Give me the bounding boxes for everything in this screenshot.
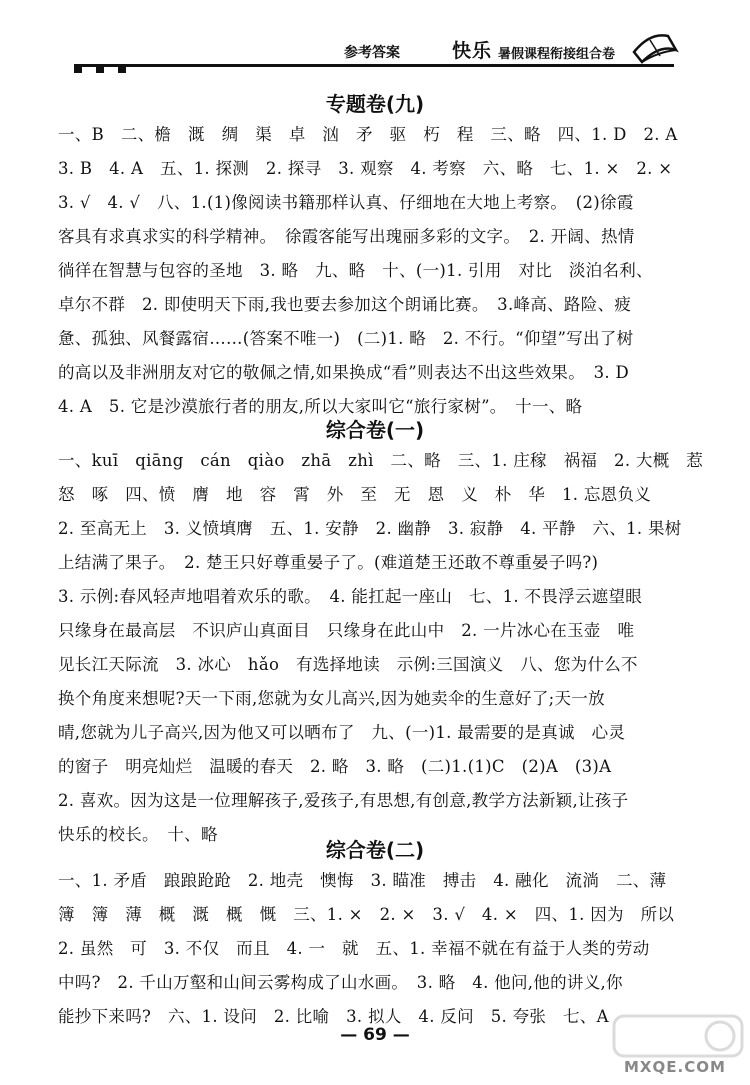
answer-line: 3. B 4. A 五、1. 探测 2. 探寻 3. 观察 4. 考察 六、略 七、1. × 2. ×: [58, 159, 673, 178]
answer-line: 徜徉在智慧与包容的圣地 3. 略 九、略 十、(一)1. 引用 对比 淡泊名利、: [58, 261, 653, 280]
answer-line: 中吗? 2. 千山万壑和山间云雾构成了山水画。 3. 略 4. 他问,他的讲义,你: [58, 973, 623, 992]
answer-line: 只缘身在最高层 不识庐山真面目 只缘身在此山中 2. 一片冰心在玉壶 唯: [58, 621, 635, 640]
answer-line: 2. 至高无上 3. 义愤填膺 五、1. 安静 2. 幽静 3. 寂静 4. 平静 六、1. 果树: [58, 519, 682, 538]
header-rule: [74, 64, 674, 67]
answer-line: 一、kuī qiāng cán qiào zhā zhì 二、略 三、1. 庄稼 祸福 2. 大概 惹: [58, 451, 704, 470]
answer-line: 3. √ 4. √ 八、1.(1)像阅读书籍那样认真、仔细地在大地上考察。 (2)徐霞: [58, 193, 634, 212]
answer-line: 晴,您就为儿子高兴,因为他又可以晒布了 九、(一)1. 最需要的是真诚 心灵: [58, 723, 626, 742]
page-header: [0, 0, 750, 82]
answer-block: [58, 118, 698, 424]
answer-line: 惫、孤独、风餐露宿……(答案不唯一) (二)1. 略 2. 不行。“仰望”写出了树: [58, 329, 634, 348]
header-label: 参考答案: [344, 45, 400, 61]
answer-line: 3. 示例:春风轻声地唱着欢乐的歌。 4. 能扛起一座山 七、1. 不畏浮云遮望眼: [58, 587, 643, 606]
header-series-title: 暑假课程衔接组合卷: [498, 47, 616, 62]
book-icon: [630, 22, 680, 72]
answer-block: [58, 864, 698, 1034]
answer-line: 2. 虽然 可 3. 不仅 而且 4. 一 就 五、1. 幸福不就在有益于人类的劳动: [58, 939, 650, 958]
answer-line: 一、1. 矛盾 踉踉跄跄 2. 地壳 懊悔 3. 瞄准 搏击 4. 融化 流淌 二、薄: [58, 871, 667, 890]
header-dots: [74, 58, 140, 77]
watermark-url: MXQE.COM: [624, 1058, 726, 1076]
answer-line: 快乐的校长。 十、略: [58, 825, 218, 844]
section-title: 专题卷(九): [325, 92, 425, 116]
answer-line: 卓尔不群 2. 即使明天下雨,我也要去参加这个朗诵比赛。 3.峰高、路险、疲: [58, 295, 632, 314]
answer-line: 能抄下来吗? 六、1. 设问 2. 比喻 3. 拟人 4. 反问 5. 夸张 七、A: [58, 1007, 609, 1026]
answer-line: 簿 簿 薄 概 溉 概 慨 三、1. × 2. × 3. √ 4. × 四、1. 因为 所以: [58, 905, 675, 924]
answer-line: 4. A 5. 它是沙漠旅行者的朋友,所以大家叫它“旅行家树”。 十一、略: [58, 397, 583, 416]
section-title: 综合卷(二): [325, 838, 425, 862]
answer-line: 一、B 二、檐 溉 绸 渠 卓 汹 矛 驱 朽 程 三、略 四、1. D 2. A: [58, 125, 678, 144]
answer-line: 2. 喜欢。因为这是一位理解孩子,爱孩子,有思想,有创意,教学方法新颖,让孩子: [58, 791, 629, 810]
section-title: 综合卷(一): [325, 418, 425, 442]
answer-line: 客具有求真求实的科学精神。 徐霞客能写出瑰丽多彩的文字。 2. 开阔、热情: [58, 227, 635, 246]
answer-line: 的窗子 明亮灿烂 温暖的春天 2. 略 3. 略 (二)1.(1)C (2)A (3)A: [58, 757, 612, 776]
header-brand: 快乐: [452, 40, 493, 62]
page-number: — 69 —: [340, 1025, 410, 1045]
answer-line: 见长江天际流 3. 冰心 hǎo 有选择地读 示例:三国演义 八、您为什么不: [58, 655, 638, 674]
answer-line: 的高以及非洲朋友对它的敬佩之情,如果换成“看”则表达不出这些效果。 3. D: [58, 363, 629, 382]
answer-line: 上结满了果子。 2. 楚王只好尊重晏子了。(难道楚王还敢不尊重晏子吗?): [58, 553, 599, 572]
answer-line: 怒 啄 四、愤 膺 地 容 霄 外 至 无 恩 义 朴 华 1. 忘恩负义: [58, 485, 652, 504]
answer-block: [58, 444, 704, 852]
answer-line: 换个角度来想呢?天一下雨,您就为女儿高兴,因为她卖伞的生意好了;天一放: [58, 689, 605, 708]
